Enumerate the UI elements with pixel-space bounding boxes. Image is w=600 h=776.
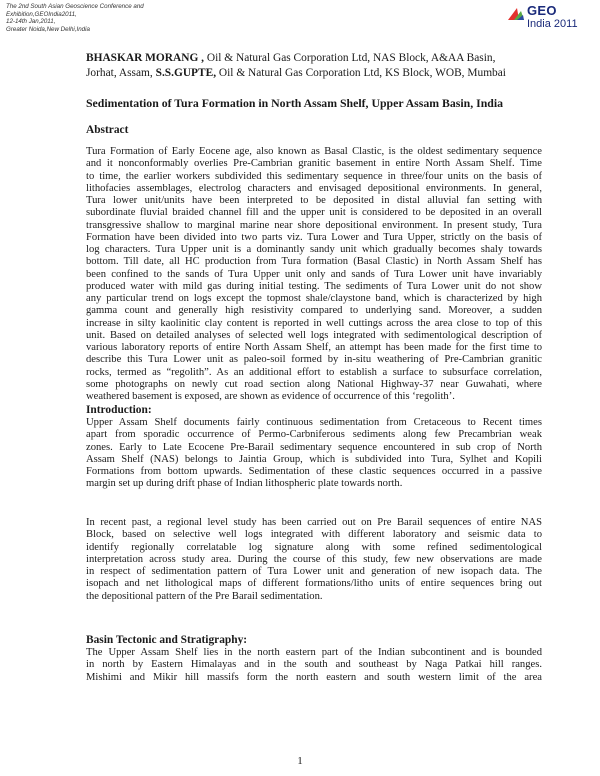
text-line: Tura Formation of Early Eocene age, also known as Basal Clastic, is the oldest sedimentary sequence bbox=[86, 146, 542, 157]
paper-title: Sedimentation of Tura Formation in North Assam Shelf, Upper Assam Basin, India bbox=[86, 96, 503, 110]
text-line: Tura lower unit/units have been interpreted to be deposited in distal alluvial fan setting with bbox=[86, 195, 542, 206]
author-name: S.S.GUPTE, bbox=[155, 67, 217, 79]
text-line: The Upper Assam Shelf lies in the north eastern part of the Indian subcontinent and is bounded bbox=[86, 647, 542, 658]
text-line: increase in silty kaolinitic clay content is reported in well cuttings across the area close to top of this bbox=[86, 317, 542, 329]
author-block bbox=[86, 51, 546, 81]
text-line: Block, based on selective well logs integrated with different laboratory and seismic data to bbox=[86, 529, 542, 541]
text-line: the depositional pattern of the Pre Barail sedimentation. bbox=[86, 590, 323, 602]
text-line: gamma count and generally high resistivity compared to underlying sand. Moreover, a sudden bbox=[86, 305, 542, 317]
text-line: some photographs on newly cut road section along National Highway-37 near Guwahati, where bbox=[86, 378, 542, 390]
text-line: Upper Assam Shelf documents fairly continuous sedimentation from Cretaceous to Recent times bbox=[86, 417, 542, 428]
page-number: 1 bbox=[297, 755, 303, 767]
author-affiliation: Oil & Natural Gas Corporation Ltd, NAS Block, A&AA Basin, bbox=[204, 52, 496, 64]
conference-line: 12-14th Jan,2011, bbox=[6, 18, 56, 26]
author-line bbox=[86, 51, 546, 66]
text-line: subordinate fluvial braided channel fill and the upper unit is considered to be deposited in an overall bbox=[86, 207, 542, 219]
text-line: in north by Eastern Himalayas and in the south and southeast by Naga Patkai hill ranges. bbox=[86, 659, 542, 671]
text-line: been confined to the sands of Tura Upper unit only and sands of Tura Lower unit have invariably bbox=[86, 268, 542, 280]
geo-india-logo bbox=[508, 4, 598, 34]
text-line: Assam Shelf (NAS) belongs to Jaintia Group, which is subdivided into Tura, Sylhet and Kopili bbox=[86, 453, 542, 465]
abstract-heading: Abstract bbox=[86, 124, 129, 136]
introduction-heading: Introduction: bbox=[86, 404, 152, 416]
text-line: isopach and net lithological maps of different formations/litho units of entire sequences bring out bbox=[86, 578, 542, 590]
author-affiliation: Oil & Natural Gas Corporation Ltd, KS Block, WOB, Mumbai bbox=[216, 67, 506, 79]
text-line: in respect of sedimentation pattern of Tura Lower unit and generation of new isopach data. The bbox=[86, 566, 542, 577]
text-line: margin set up during drift phase of Indian lithospheric plate towards north. bbox=[86, 478, 403, 490]
basin-heading: Basin Tectonic and Stratigraphy: bbox=[86, 634, 248, 646]
text-line: produced water with mild gas during initial testing. The sediments of Tura Lower unit do not show bbox=[86, 280, 542, 292]
text-line: any particular trend on logs except the topmost shale/claystone band, which is characterized by high bbox=[86, 293, 542, 304]
text-line: Mishimi and Mikir hill massifs form the north eastern and south western limit of the area bbox=[86, 671, 542, 683]
logo-geo-text: GEO bbox=[527, 3, 557, 18]
text-line: lithofacies assemblages, electrolog characters and envisaged depositional environments. In general, bbox=[86, 182, 542, 194]
text-line: unit. Based on detailed analyses of selected well logs integrated with sedimentological description of bbox=[86, 329, 542, 341]
basin-paragraph bbox=[86, 647, 542, 684]
author-line bbox=[86, 66, 546, 81]
text-line: Formation have been divided into two parts viz. Tura Lower and Tura Upper, strictly on the basis of bbox=[86, 231, 542, 243]
logo-mark-icon bbox=[508, 6, 524, 20]
text-line: Formations from bottom upwards. Sedimentation of these clastic sequences occurred in a passive bbox=[86, 466, 542, 477]
text-line: and it nonconformably overlies Pre-Cambrian granitic basement in entire North Assam Shelf. Time bbox=[86, 158, 542, 170]
text-line: identify regionally correlatable log signature along with some refined sedimentological bbox=[86, 541, 542, 553]
author-city: Jorhat, Assam, bbox=[86, 67, 156, 79]
logo-india-text: India 2011 bbox=[527, 18, 578, 30]
text-line: apart from sporadic occurrence of Permo-Carbniferous sediments along few Precambrian weak bbox=[86, 429, 542, 441]
text-line: transgressive shallow to marginal marine near shore depositional environment. In present study, Tura bbox=[86, 219, 542, 231]
text-line: describe this Tura Lower unit as paleo-soil formed by in-situ weathering of Pre-Cambrian granitic bbox=[86, 354, 542, 366]
text-line: log characters. Tura Upper unit is a dominantly sandy unit which gradually becomes shaly towards bbox=[86, 244, 542, 255]
conference-line: Greater Noida,New Delhi,India bbox=[6, 25, 90, 33]
abstract-body bbox=[86, 146, 542, 403]
text-line: In recent past, a regional level study has been carried out on Pre Barail sequences of entire NAS bbox=[86, 517, 542, 528]
text-line: various laboratory reports of entire North Assam Shelf, an attempt has been made for the first time to bbox=[86, 342, 542, 353]
introduction-paragraph-2 bbox=[86, 517, 542, 603]
text-line: to time, the earlier workers subdivided this sedimentary sequence in three/four units on the basis of bbox=[86, 170, 542, 182]
text-line: rocks, termed as “regolith”. As an additional effort to establish a surface to subsurface correlation, bbox=[86, 366, 542, 378]
text-line: zones. Early to Late Ecocene Pre-Barail sedimentary sequence encountered in sub crop of North bbox=[86, 441, 542, 453]
text-line: weathered basement is exposed, are shown as evidence of occurrence of this ‘regolith’. bbox=[86, 391, 455, 402]
introduction-paragraph-1 bbox=[86, 417, 542, 491]
conference-line: The 2nd South Asian Geoscience Conference and bbox=[6, 3, 144, 10]
text-line: interpretation across study area. During the course of this study, few new observations are made bbox=[86, 553, 542, 565]
conference-line: Exhibition,GEOIndia2011, bbox=[6, 10, 77, 18]
conference-info bbox=[6, 3, 156, 33]
text-line: bottom. Till date, all HC production from Tura formation (Basal Clastic) in North Assam Shelf has bbox=[86, 256, 542, 268]
author-name: BHASKAR MORANG , bbox=[86, 52, 205, 64]
